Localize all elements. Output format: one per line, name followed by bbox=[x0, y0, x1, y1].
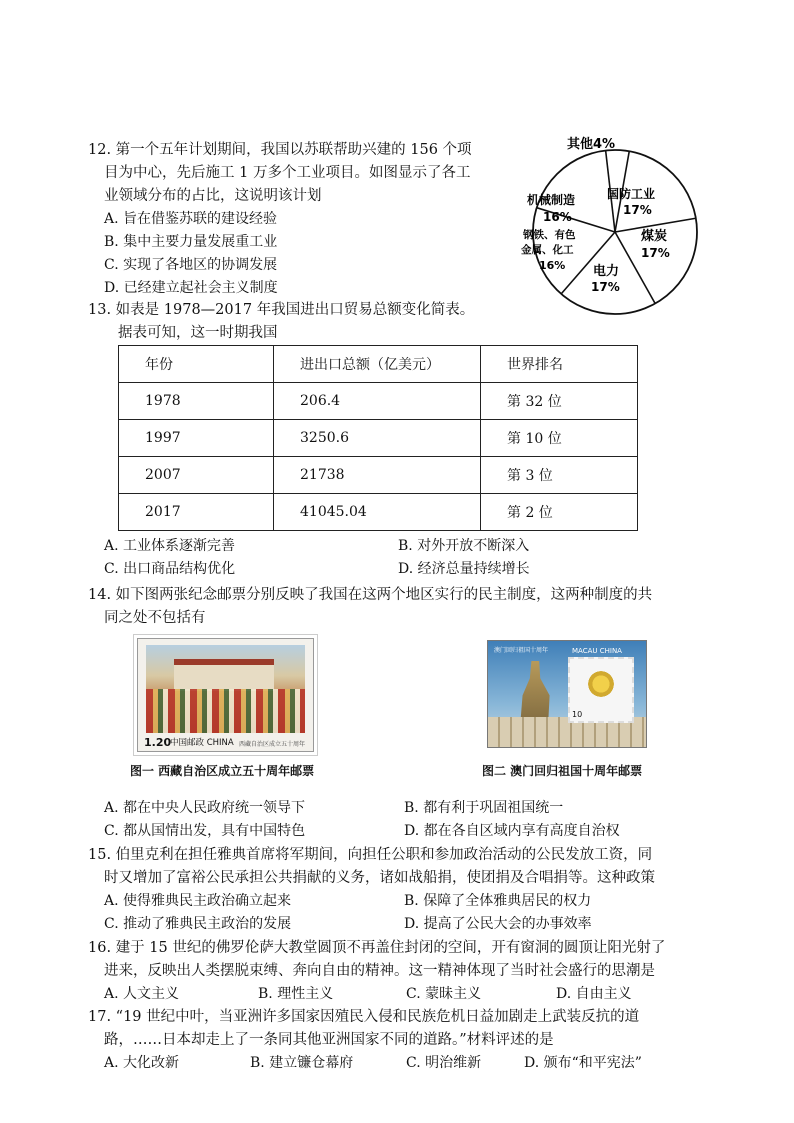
stamp-inset bbox=[568, 657, 634, 723]
stamp-caption-mini: 西藏自治区成立五十周年 bbox=[238, 741, 305, 748]
pie-label-power-name: 电力 bbox=[593, 264, 620, 279]
q15-stem-line1: 15. 伯里克利在担任雅典首席将军期间，向担任公职和参加政治活动的公民发放工资，同 bbox=[88, 847, 653, 863]
q13-stem-line1: 13. 如表是 1978—2017 年我国进出口贸易总额变化简表。 bbox=[88, 302, 475, 318]
table-cell: 206.4 bbox=[274, 383, 481, 420]
q14-option-b: B. 都有利于巩固祖国统一 bbox=[404, 800, 564, 816]
q15-option-a: A. 使得雅典民主政治确立起来 bbox=[104, 893, 292, 909]
table-cell: 3250.6 bbox=[274, 420, 481, 457]
table-header-total: 进出口总额（亿美元） bbox=[274, 346, 481, 383]
macau-stamp-image bbox=[487, 640, 647, 748]
table-cell: 第 32 位 bbox=[481, 383, 638, 420]
table-cell: 第 10 位 bbox=[481, 420, 638, 457]
pie-label-steel-line2: 金属、化工 bbox=[521, 244, 574, 256]
q16-option-b: B. 理性主义 bbox=[258, 986, 334, 1002]
q14-stem-line1: 14. 如下图两张纪念邮票分别反映了我国在这两个地区实行的民主制度，这两种制度的共 bbox=[88, 587, 653, 603]
q12-option-a: A. 旨在借鉴苏联的建设经验 bbox=[104, 211, 278, 227]
stamp-brand: MACAU CHINA bbox=[572, 647, 622, 655]
stamp-heading: 澳门回归祖国十周年 bbox=[494, 647, 549, 654]
table-cell: 2017 bbox=[119, 494, 274, 531]
table-cell: 41045.04 bbox=[274, 494, 481, 531]
q16-option-c: C. 蒙昧主义 bbox=[406, 986, 482, 1002]
tibet-stamp-image bbox=[137, 638, 314, 752]
potala-palace-shape bbox=[174, 659, 274, 691]
q14-option-a: A. 都在中央人民政府统一领导下 bbox=[104, 800, 306, 816]
q13-option-b: B. 对外开放不断深入 bbox=[398, 538, 530, 554]
q15-option-b: B. 保障了全体雅典居民的权力 bbox=[404, 893, 592, 909]
q16-option-d: D. 自由主义 bbox=[556, 986, 632, 1002]
q16-stem-line1: 16. 建于 15 世纪的佛罗伦萨大教堂圆顶不再盖住封闭的空间，开有窗洞的圆顶让阳光射了 bbox=[88, 940, 666, 956]
pie-label-coal-name: 煤炭 bbox=[641, 229, 668, 244]
table-row bbox=[119, 383, 638, 420]
q12-stem-line1: 12. 第一个五年计划期间，我国以苏联帮助兴建的 156 个项 bbox=[88, 142, 472, 158]
table-cell: 第 3 位 bbox=[481, 457, 638, 494]
q17-option-a: A. 大化改新 bbox=[104, 1055, 180, 1071]
q17-option-d: D. 颁布“和平宪法” bbox=[524, 1055, 642, 1071]
industry-pie-chart bbox=[515, 132, 715, 317]
q14-option-c: C. 都从国情出发，具有中国特色 bbox=[104, 823, 306, 839]
stamp-postal-mark: 中国邮政 CHINA bbox=[170, 738, 234, 748]
q17-option-b: B. 建立镰仓幕府 bbox=[250, 1055, 354, 1071]
q12-option-d: D. 已经建立起社会主义制度 bbox=[104, 280, 278, 296]
pie-label-steel-line1: 钢铁、有色 bbox=[523, 229, 576, 241]
table-header-row bbox=[119, 346, 638, 383]
table-cell: 第 2 位 bbox=[481, 494, 638, 531]
pie-label-other: 其他4% bbox=[567, 137, 616, 152]
q13-stem-line2: 据表可知，这一时期我国 bbox=[118, 325, 278, 341]
crowd-shape bbox=[146, 689, 305, 733]
q15-stem-line2: 时又增加了富裕公民承担公共捐献的义务，诸如战船捐，使团捐及合唱捐等。这种政策 bbox=[104, 870, 655, 886]
q17-option-c: C. 明治维新 bbox=[406, 1055, 482, 1071]
q13-option-c: C. 出口商品结构优化 bbox=[104, 561, 236, 577]
table-row bbox=[119, 420, 638, 457]
table-row bbox=[119, 457, 638, 494]
q16-stem-line2: 进来，反映出人类摆脱束缚、奔向自由的精神。这一精神体现了当时社会盛行的思潮是 bbox=[104, 963, 655, 979]
table-row bbox=[119, 494, 638, 531]
q12-stem-line2: 目为中心，先后施工 1 万多个工业项目。如图显示了各工 bbox=[104, 165, 471, 181]
stamp-face-value: 1.20 bbox=[144, 736, 172, 749]
q15-option-c: C. 推动了雅典民主政治的发展 bbox=[104, 916, 292, 932]
table-cell: 1978 bbox=[119, 383, 274, 420]
q16-option-a: A. 人文主义 bbox=[104, 986, 180, 1002]
q13-option-a: A. 工业体系逐渐完善 bbox=[104, 538, 236, 554]
lotus-icon bbox=[586, 669, 616, 699]
pie-label-defense-value: 17% bbox=[623, 203, 652, 217]
q12-stem-line3: 业领域分布的占比，这说明该计划 bbox=[104, 188, 322, 204]
stamp-artwork bbox=[146, 645, 305, 733]
q12-option-b: B. 集中主要力量发展重工业 bbox=[104, 234, 278, 250]
stamp1-caption: 图一 西藏自治区成立五十周年邮票 bbox=[130, 764, 315, 778]
pie-label-coal-value: 17% bbox=[641, 246, 670, 260]
pie-label-defense-name: 国防工业 bbox=[607, 187, 656, 201]
stamp2-caption: 图二 澳门回归祖国十周年邮票 bbox=[482, 764, 643, 778]
q14-stem-line2: 同之处不包括有 bbox=[104, 610, 206, 626]
table-cell: 1997 bbox=[119, 420, 274, 457]
q12-option-c: C. 实现了各地区的协调发展 bbox=[104, 257, 278, 273]
table-cell: 21738 bbox=[274, 457, 481, 494]
q17-stem-line1: 17. “19 世纪中叶，当亚洲许多国家因殖民入侵和民族危机日益加剧走上武装反抗的道 bbox=[88, 1009, 640, 1025]
q15-option-d: D. 提高了公民大会的办事效率 bbox=[404, 916, 592, 932]
pie-label-steel-value: 16% bbox=[539, 259, 566, 272]
q14-option-d: D. 都在各自区域内享有高度自治权 bbox=[404, 823, 620, 839]
q13-option-d: D. 经济总量持续增长 bbox=[398, 561, 530, 577]
pie-label-machine-value: 16% bbox=[543, 210, 572, 224]
stamp-face-value: 10 bbox=[572, 710, 583, 719]
table-cell: 2007 bbox=[119, 457, 274, 494]
pie-label-machine-name: 机械制造 bbox=[527, 193, 576, 207]
pie-label-power-value: 17% bbox=[591, 280, 620, 294]
q17-stem-line2: 路，……日本却走上了一条同其他亚洲国家不同的道路。”材料评述的是 bbox=[104, 1032, 554, 1048]
table-header-year: 年份 bbox=[119, 346, 274, 383]
table-header-rank: 世界排名 bbox=[481, 346, 638, 383]
trade-table bbox=[118, 345, 638, 531]
